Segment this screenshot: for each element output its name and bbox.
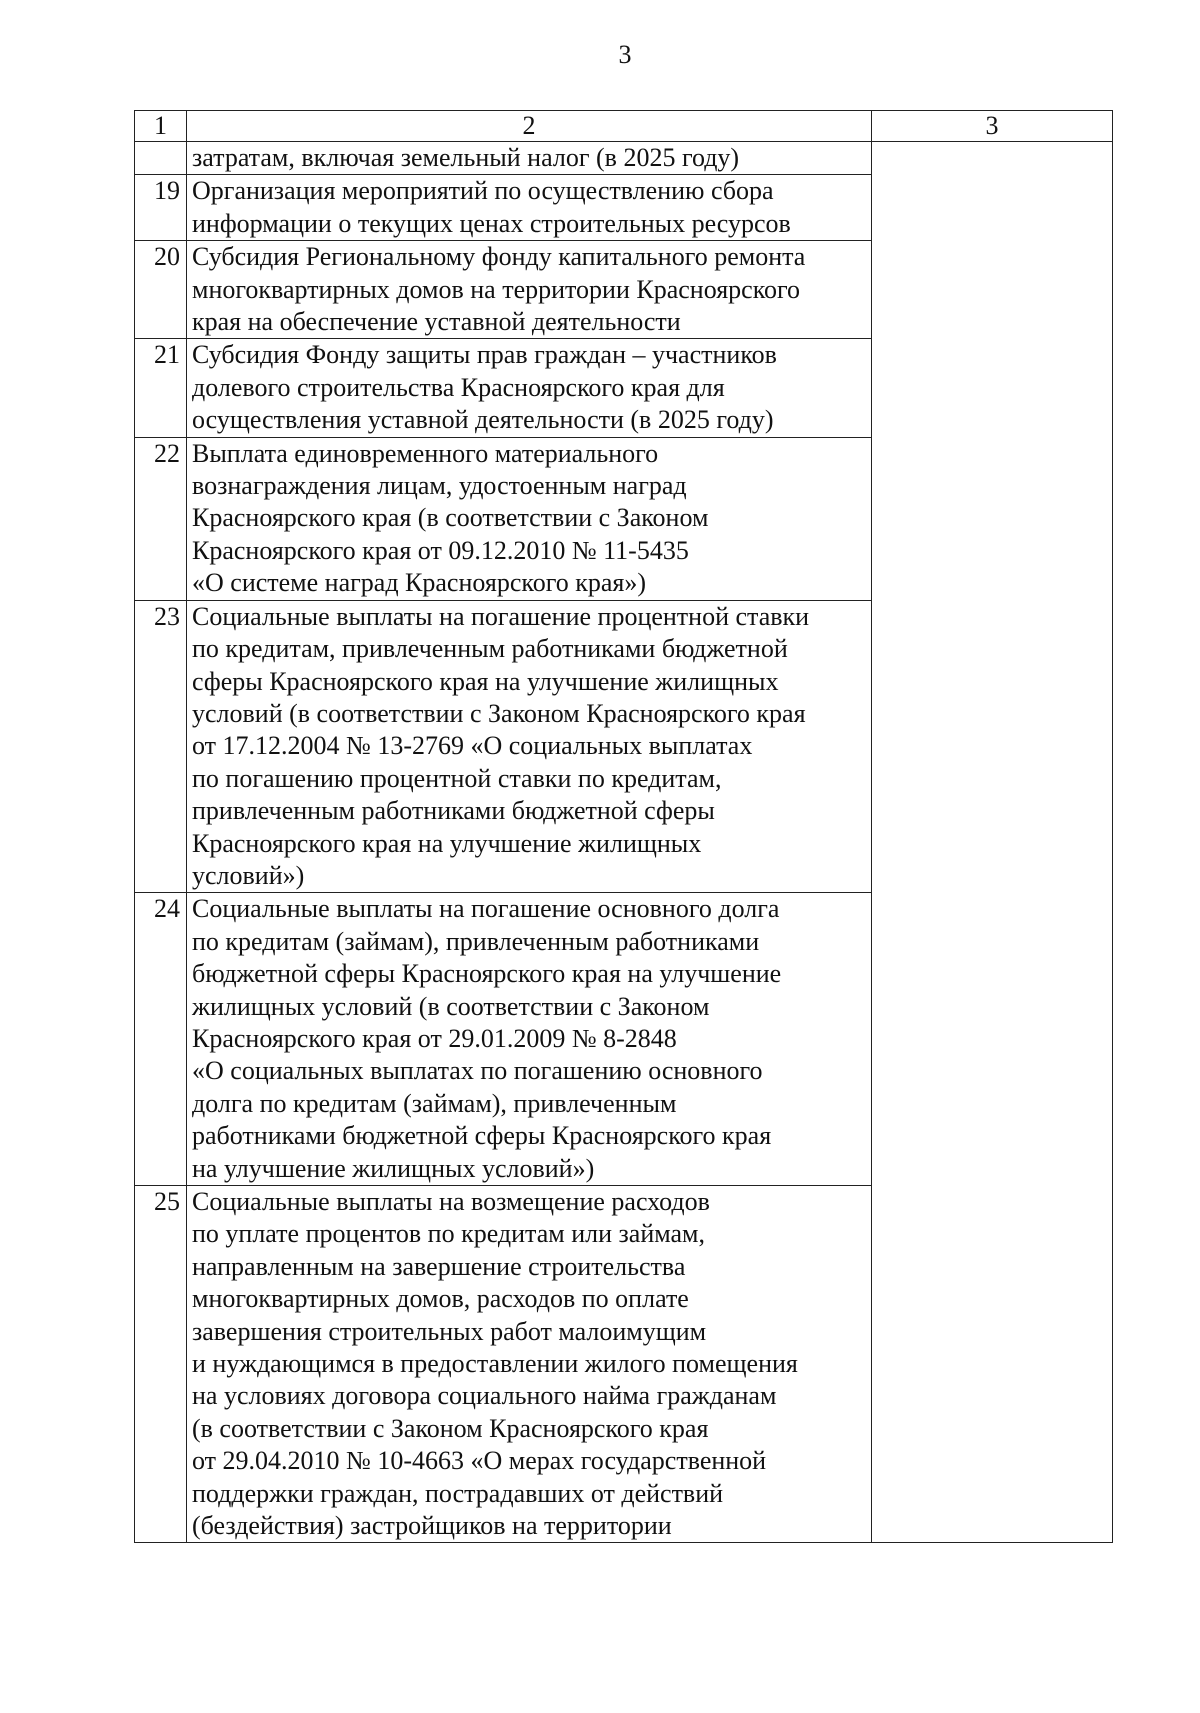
description-line: Красноярского края от 29.01.2009 № 8-2848 xyxy=(192,1023,677,1053)
description-line: по погашению процентной ставки по кредитам, xyxy=(192,763,722,793)
description-line: долевого строительства Красноярского края для xyxy=(192,372,725,402)
description-line: многоквартирных домов на территории Красноярского xyxy=(192,274,801,304)
description-line: условий») xyxy=(192,860,305,890)
row-description-cell xyxy=(187,241,872,339)
header-col-3: 3 xyxy=(872,111,1113,142)
description-line: на условиях договора социального найма гражданам xyxy=(192,1381,777,1411)
description-line: бюджетной сферы Красноярского края на улучшение xyxy=(192,959,782,989)
description-line: Красноярского края на улучшение жилищных xyxy=(192,828,702,858)
row-number-cell: 20 xyxy=(135,241,187,339)
row-description-cell xyxy=(187,175,872,241)
description-line: условий (в соответствии с Законом Красноярского края xyxy=(192,698,806,728)
description-line: Красноярского края (в соответствии с Законом xyxy=(192,503,709,533)
description-line: «О социальных выплатах по погашению основного xyxy=(192,1056,763,1086)
description-line: сферы Красноярского края на улучшение жилищных xyxy=(192,666,779,696)
description-line: (в соответствии с Законом Красноярского края xyxy=(192,1413,709,1443)
page-number: 3 xyxy=(618,40,632,69)
table-row-continuation xyxy=(135,142,1113,175)
description-line: Социальные выплаты на погашение процентной ставки xyxy=(192,601,810,631)
description-line: от 17.12.2004 № 13-2769 «О социальных выплатах xyxy=(192,731,753,761)
row-description-cell xyxy=(187,600,872,893)
row-number-cell: 19 xyxy=(135,175,187,241)
description-line: работниками бюджетной сферы Красноярского края xyxy=(192,1121,772,1151)
row-number-cell: 23 xyxy=(135,600,187,893)
header-col-2: 2 xyxy=(187,111,872,142)
description-line: по кредитам, привлеченным работниками бюджетной xyxy=(192,634,788,664)
row-description-cell xyxy=(187,893,872,1186)
row-description-cell xyxy=(187,437,872,600)
description-line: информации о текущих ценах строительных ресурсов xyxy=(192,208,791,238)
description-line: на улучшение жилищных условий») xyxy=(192,1153,595,1183)
header-col-1: 1 xyxy=(135,111,187,142)
description-line: и нуждающимся в предоставлении жилого помещения xyxy=(192,1349,798,1379)
description-line: поддержки граждан, пострадавших от действий xyxy=(192,1478,724,1508)
row-description-cell xyxy=(187,142,872,175)
description-line: по уплате процентов по кредитам или займам, xyxy=(192,1219,706,1249)
description-line: привлеченным работниками бюджетной сферы xyxy=(192,796,715,826)
description-line: по кредитам (займам), привлеченным работниками xyxy=(192,926,760,956)
description-line: Социальные выплаты на погашение основного долга xyxy=(192,894,780,924)
row-number-cell: 24 xyxy=(135,893,187,1186)
expenditure-table xyxy=(134,110,1113,1543)
description-line: края на обеспечение уставной деятельности xyxy=(192,307,681,337)
row-col3-cell xyxy=(872,142,1113,1543)
row-number-cell xyxy=(135,142,187,175)
description-line: от 29.04.2010 № 10-4663 «О мерах государственной xyxy=(192,1446,767,1476)
description-line: Выплата единовременного материального xyxy=(192,438,659,468)
description-line: жилищных условий (в соответствии с Законом xyxy=(192,991,710,1021)
description-line: завершения строительных работ малоимущим xyxy=(192,1316,707,1346)
row-description-cell xyxy=(187,1186,872,1543)
description-line: Социальные выплаты на возмещение расходов xyxy=(192,1187,710,1216)
description-line: «О системе наград Красноярского края») xyxy=(192,568,647,598)
description-line: вознаграждения лицам, удостоенным наград xyxy=(192,471,687,501)
description-line: направленным на завершение строительства xyxy=(192,1251,686,1281)
description-line: осуществления уставной деятельности (в 2025 году) xyxy=(192,405,774,435)
row-number-cell: 25 xyxy=(135,1186,187,1543)
description-line: затратам, включая земельный налог (в 2025 году) xyxy=(192,143,740,172)
description-line: Красноярского края от 09.12.2010 № 11-5435 xyxy=(192,535,689,565)
description-line: Субсидия Региональному фонду капитального ремонта xyxy=(192,242,806,272)
row-number-cell: 22 xyxy=(135,437,187,600)
description-line: Субсидия Фонду защиты прав граждан – участников xyxy=(192,340,777,370)
description-line: многоквартирных домов, расходов по оплате xyxy=(192,1284,689,1314)
row-number-cell: 21 xyxy=(135,339,187,437)
table-header-row xyxy=(135,111,1113,142)
description-line: долга по кредитам (займам), привлеченным xyxy=(192,1088,677,1118)
row-description-cell xyxy=(187,339,872,437)
description-line: (бездействия) застройщиков на территории xyxy=(192,1511,672,1541)
description-line: Организация мероприятий по осуществлению сбора xyxy=(192,176,774,206)
